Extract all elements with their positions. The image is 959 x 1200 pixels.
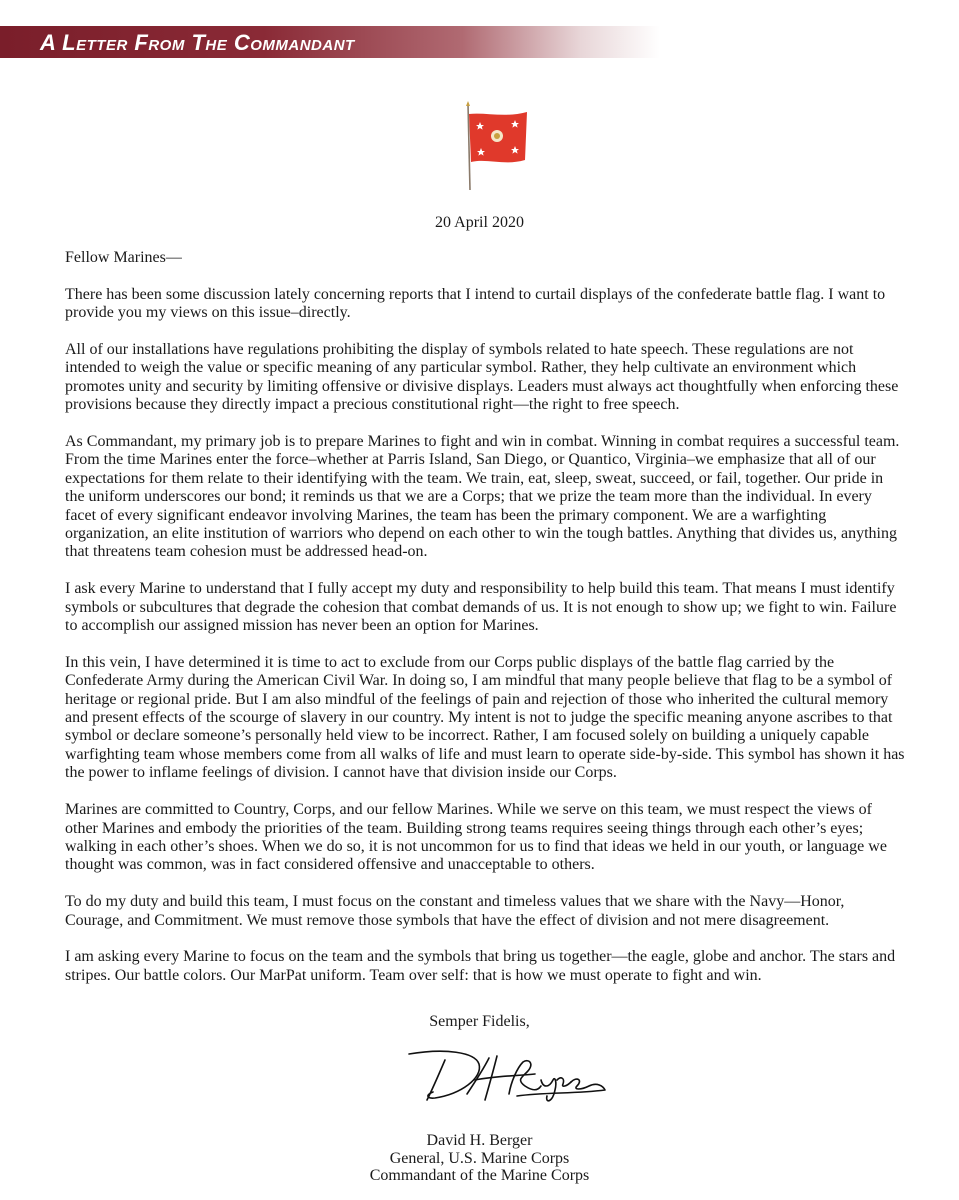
paragraph-2: All of our installations have regulations prohibiting the display of symbols related to hate speech. These regulations are not intended to weigh the value or specific meaning of any particular symbol. Rather, they help cultivate an environment which promotes unity and security by limiting offensive or divisive displays. Leaders must always act thoughtfully when enforcing these provisions because they directly impact a precious constitutional right—the right to free speech. (65, 341, 899, 414)
paragraph-1: There has been some discussion lately concerning reports that I intend to curtail displays of the confederate battle flag. I want to provide you my views on this issue–directly. (65, 285, 886, 322)
header-banner (0, 26, 660, 58)
closing: Semper Fidelis, (429, 1013, 530, 1030)
salutation: Fellow Marines— (65, 249, 182, 266)
page-title: A Letter From The Commandant (40, 30, 355, 55)
paragraph-7: To do my duty and build this team, I must focus on the constant and timeless values that we share with the Navy—Honor, Courage, and Commitment. We must remove those symbols that have the effect of division and not mere disagreement. (65, 893, 845, 929)
paragraph-3: As Commandant, my primary job is to prepare Marines to fight and win in combat. Winning in combat requires a successful team. From the time Marines enter the force–whether at Parris Island, San Diego, or Quantico, Virginia–we emphasize that all of our expectations for them relate to their identifying with the team. We train, eat, sleep, sweat, succeed, or fail, together. Our pride in the uniform underscores our bond; it reminds us that we are a Corps; that we prize the team more than the individual. In every facet of every significant endeavor involving Marines, the team has been the primary component. We are a warfighting organization, an elite institution of warriors who depend on each other to win the tough battles. Anything that divides us, anything that threatens team cohesion must be addressed head-on. (65, 433, 900, 561)
letter-date: 20 April 2020 (435, 214, 524, 231)
signatory-name: David H. Berger (426, 1132, 533, 1149)
signatory-title: Commandant of the Marine Corps (369, 1167, 590, 1184)
signatory-rank: General, U.S. Marine Corps (389, 1149, 570, 1167)
paragraph-6: Marines are committed to Country, Corps, and our fellow Marines. While we serve on this team, we must respect the views of other Marines and embody the priorities of the team. Building strong teams requires seeing things through each other’s eyes; walking in each other’s shoes. When we do so, it is not uncommon for us to find that ideas we held in our youth, or language we thought was common, was in fact considered offensive and unacceptable to others. (65, 801, 887, 874)
paragraph-4: I ask every Marine to understand that I fully accept my duty and responsibility to help build this team. That means I must identify symbols or subcultures that degrade the cohesion that combat demands of us. It is not enough to show up; we fight to win. Failure to accomplish our assigned mission has never been an option for Marines. (65, 580, 897, 635)
letter-body (65, 249, 905, 1004)
signature-icon (405, 1046, 610, 1106)
signature-block (0, 1132, 959, 1185)
paragraph-5: In this vein, I have determined it is time to act to exclude from our Corps public displays of the battle flag carried by the Confederate Army during the American Civil War. In doing so, I am mindful that many people believe that flag to be a symbol of heritage or regional pride. But I am also mindful of the feelings of pain and rejection of those who inherited the cultural memory and present effects of the scourge of slavery in our country. My intent is not to judge the specific meaning anyone ascribes to that symbol or declare someone’s personally held view to be incorrect. Rather, I am focused solely on building a uniquely capable warfighting team whose members come from all walks of life and must learn to operate side-by-side. This symbol has shown it has the power to inflame feelings of division. I cannot have that division inside our Corps. (65, 653, 905, 782)
paragraph-8: I am asking every Marine to focus on the team and the symbols that bring us together—the eagle, globe and anchor. The stars and stripes. Our battle colors. Our MarPat uniform. Team over self: that is how we must operate to fight and win. (65, 948, 896, 984)
commandant-flag-icon (455, 100, 535, 192)
